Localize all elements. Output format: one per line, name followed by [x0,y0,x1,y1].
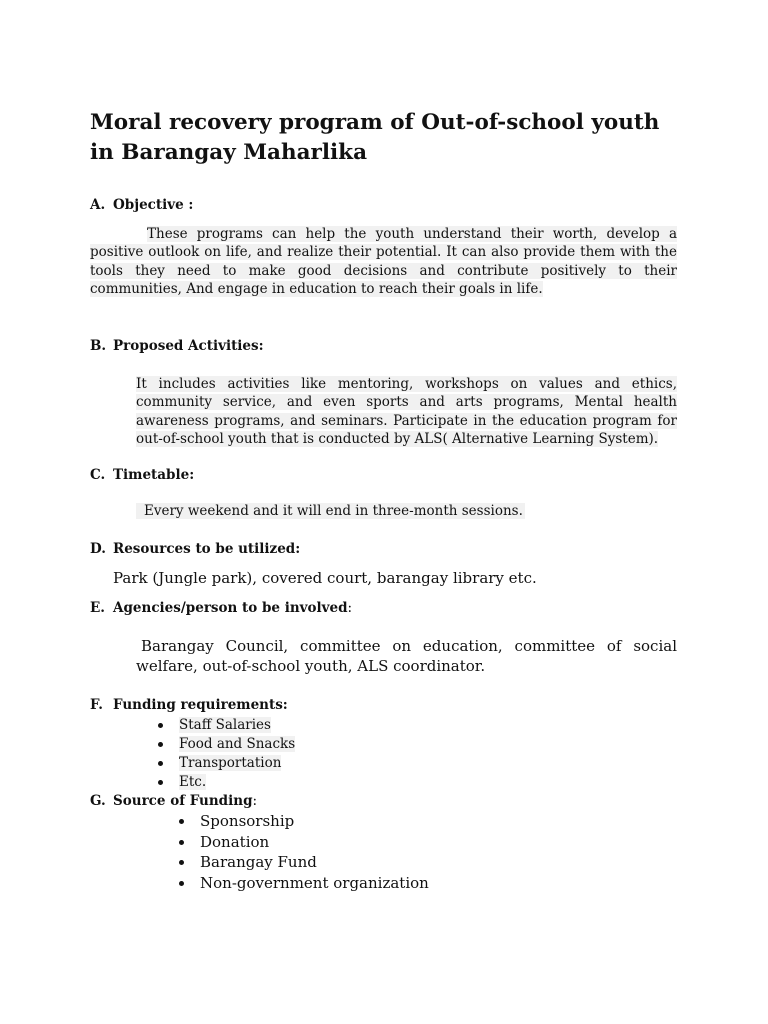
list-item [200,852,429,873]
bullet-icon [179,881,184,886]
section-g-heading [90,792,257,810]
section-d-title: Resources to be utilized: [113,541,301,557]
list-item-label: Food and Snacks [179,736,296,752]
section-a-letter: A. [90,197,106,213]
list-item [200,873,429,894]
agencies-text: Barangay Council, committee on education, committee of social welfare, out-of-school youth, ALS coordinator. [136,637,677,675]
section-f-heading [90,696,288,714]
list-item [179,716,295,735]
section-c-heading [90,466,194,484]
list-item [179,773,295,792]
section-c-letter: C. [90,467,106,483]
funding-requirements-list [179,716,295,792]
list-item-label: Staff Salaries [179,717,271,733]
activities-text: It includes activities like mentoring, workshops on values and ethics, community service, and even sports and arts programs, Mental health awareness programs, and seminars. Participate in the education program for out-of-school youth that is conducted by ALS( Alternative Learning System). [136,376,677,447]
list-item-label: Sponsorship [200,812,295,830]
section-b-heading [90,337,264,355]
funding-sources-list [200,811,429,894]
section-f-title: Funding requirements: [113,697,288,713]
list-item-label: Transportation [179,755,282,771]
timetable-paragraph [136,502,525,520]
activities-paragraph [136,375,677,448]
list-item [200,811,429,832]
bullet-icon [179,840,184,845]
section-d-heading [90,540,300,558]
bullet-icon [179,819,184,824]
timetable-text: Every weekend and it will end in three-month sessions. [136,503,525,519]
section-g-colon: : [252,793,258,809]
bullet-icon [158,742,163,747]
section-a-heading [90,196,193,214]
list-item [179,735,295,754]
document-title: Moral recovery program of Out-of-school youth in Barangay Maharlika [90,110,660,165]
list-item-label: Etc. [179,774,207,790]
resources-text: Park (Jungle park), covered court, barangay library etc. [113,569,537,587]
section-c-title: Timetable: [113,467,195,483]
section-f-letter: F. [90,697,103,713]
section-e-title: Agencies/person to be involved [113,600,348,616]
list-item-label: Non-government organization [200,874,429,893]
section-g-title: Source of Funding [113,793,253,809]
bullet-icon [179,860,184,865]
bullet-icon [158,761,163,766]
bullet-icon [158,780,163,785]
list-item [179,754,295,773]
bullet-icon [158,723,163,728]
list-item [200,832,429,853]
section-e-heading [90,599,352,617]
section-e-letter: E. [90,600,105,616]
section-g-letter: G. [90,793,106,809]
section-b-letter: B. [90,338,107,354]
section-d-letter: D. [90,541,106,557]
section-e-colon: : [347,600,353,616]
list-item-label: Barangay Fund [200,853,317,872]
section-b-title: Proposed Activities: [113,338,264,354]
objective-paragraph [90,225,677,298]
section-a-title: Objective : [113,197,194,213]
objective-text: These programs can help the youth understand their worth, develop a positive outlook on life, and realize their potential. It can also provide them with the tools they need to make good decisions and contribute positively to their communities, And engage in education to reach their goals in life. [90,226,677,297]
list-item-label: Donation [200,832,270,851]
